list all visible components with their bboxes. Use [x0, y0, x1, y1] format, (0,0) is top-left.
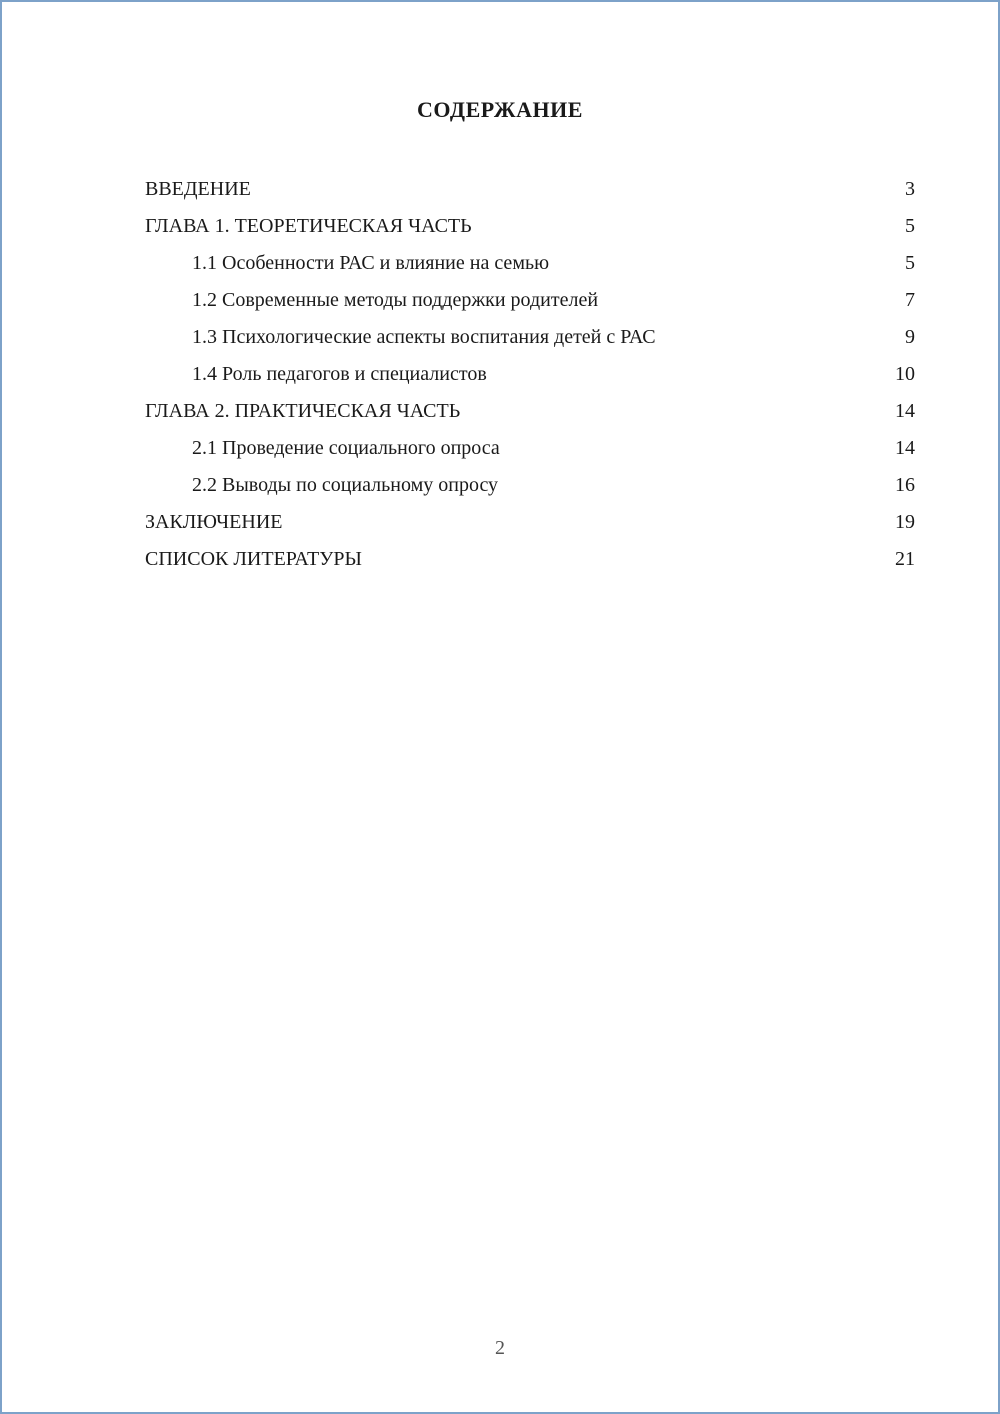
toc-entry-page: 14: [895, 400, 915, 422]
toc-entry-label: 2.1 Проведение социального опроса: [192, 437, 500, 459]
toc-entry: [145, 504, 915, 541]
toc-entry-page: 14: [895, 437, 915, 459]
toc-entry-page: 21: [895, 548, 915, 570]
toc-entry: [145, 356, 915, 393]
toc-entry-label: 2.2 Выводы по социальному опросу: [192, 474, 499, 496]
toc-entry-page: 16: [895, 474, 915, 496]
toc-entry-label: ВВЕДЕНИЕ: [145, 178, 251, 200]
toc-entry-label: ГЛАВА 1. ТЕОРЕТИЧЕСКАЯ ЧАСТЬ: [145, 215, 472, 237]
toc-entry-label: 1.4 Роль педагогов и специалистов: [192, 363, 487, 385]
toc-entry-label: 1.1 Особенности РАС и влияние на семью: [192, 252, 550, 274]
toc-entry: [145, 319, 915, 356]
toc-entry-page: 5: [905, 252, 915, 274]
page-title: СОДЕРЖАНИЕ: [417, 97, 583, 122]
toc-entry-label: ГЛАВА 2. ПРАКТИЧЕСКАЯ ЧАСТЬ: [145, 400, 461, 422]
toc-entry: [145, 245, 915, 282]
toc-entry-label: 1.2 Современные методы поддержки родителей: [192, 289, 599, 311]
toc-entry: [145, 282, 915, 319]
page-number: 2: [495, 1337, 505, 1359]
toc-entry: [145, 171, 915, 208]
toc-entry-page: 9: [905, 326, 915, 348]
toc-entry-label: 1.3 Психологические аспекты воспитания детей с РАС: [192, 326, 656, 348]
toc-entry: [145, 393, 915, 430]
toc-entry-label: ЗАКЛЮЧЕНИЕ: [145, 511, 283, 533]
toc-entry-page: 5: [905, 215, 915, 237]
toc-entry-page: 10: [895, 363, 915, 385]
toc-entry-label: СПИСОК ЛИТЕРАТУРЫ: [145, 548, 362, 570]
toc-entry-page: 7: [905, 289, 915, 311]
table-of-contents: [145, 171, 915, 578]
toc-entry: [145, 541, 915, 578]
toc-entry: [145, 430, 915, 467]
toc-entry: [145, 467, 915, 504]
toc-entry-page: 3: [905, 178, 915, 200]
toc-entry-page: 19: [895, 511, 915, 533]
toc-entry: [145, 208, 915, 245]
